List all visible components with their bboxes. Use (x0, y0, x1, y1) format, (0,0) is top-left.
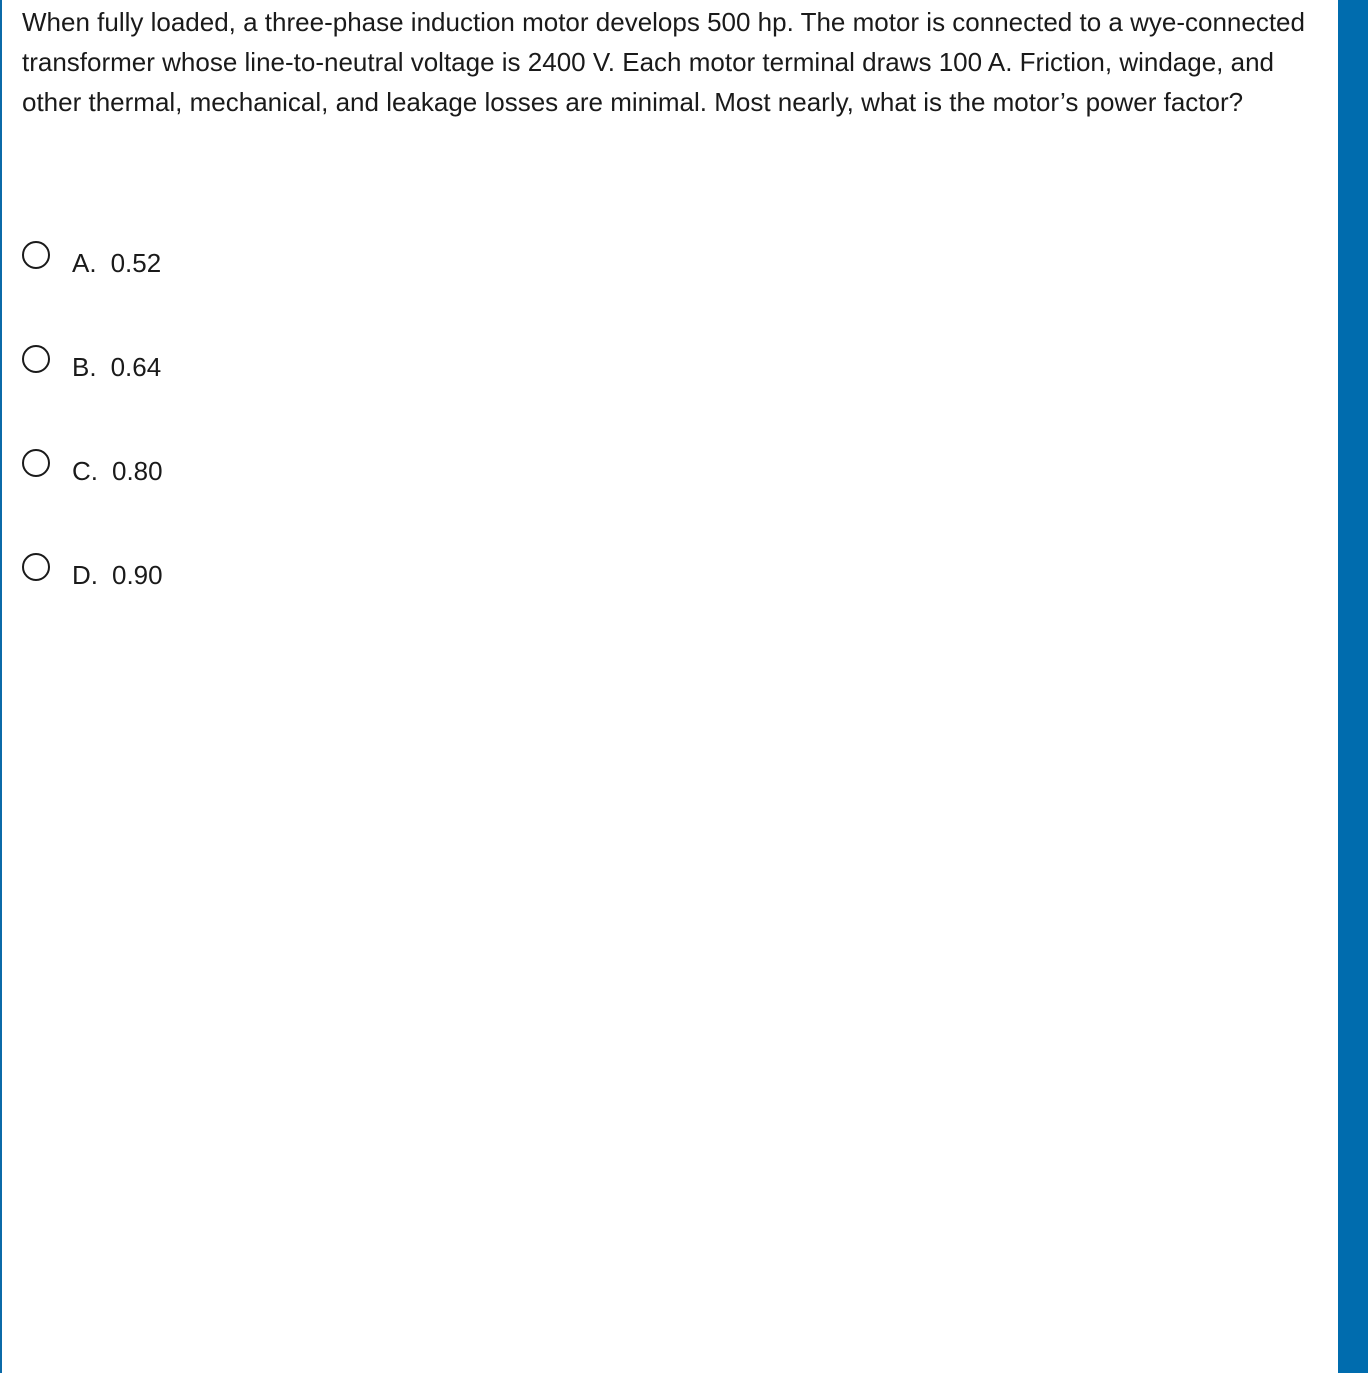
question-text: When fully loaded, a three-phase induction motor develops 500 hp. The motor is connected to a wye-connected transformer whose line-to-neutral voltage is 2400 V. Each motor terminal draws 100 A. Friction, windage, and other thermal, mechanical, and leakage losses are minimal. Most nearly, what is the motor’s power factor? (22, 7, 1305, 117)
option-c[interactable] (22, 446, 163, 496)
option-value: 0.64 (110, 351, 162, 382)
option-value: 0.80 (112, 455, 163, 486)
option-a[interactable] (22, 238, 163, 288)
right-scroll-bar (1338, 0, 1368, 1373)
option-letter: B. (72, 351, 97, 382)
radio-button-a[interactable] (22, 241, 50, 269)
option-value: 0.90 (112, 559, 163, 590)
left-border (0, 0, 2, 1373)
radio-button-b[interactable] (22, 345, 50, 373)
answer-options (22, 238, 163, 654)
option-letter: A. (72, 247, 97, 278)
option-letter: D. (72, 559, 98, 590)
radio-button-d[interactable] (22, 553, 50, 581)
question-panel (22, 2, 1322, 122)
option-letter: C. (72, 455, 98, 486)
option-b[interactable] (22, 342, 163, 392)
option-d[interactable] (22, 550, 163, 600)
option-value: 0.52 (110, 247, 162, 278)
radio-button-c[interactable] (22, 449, 50, 477)
